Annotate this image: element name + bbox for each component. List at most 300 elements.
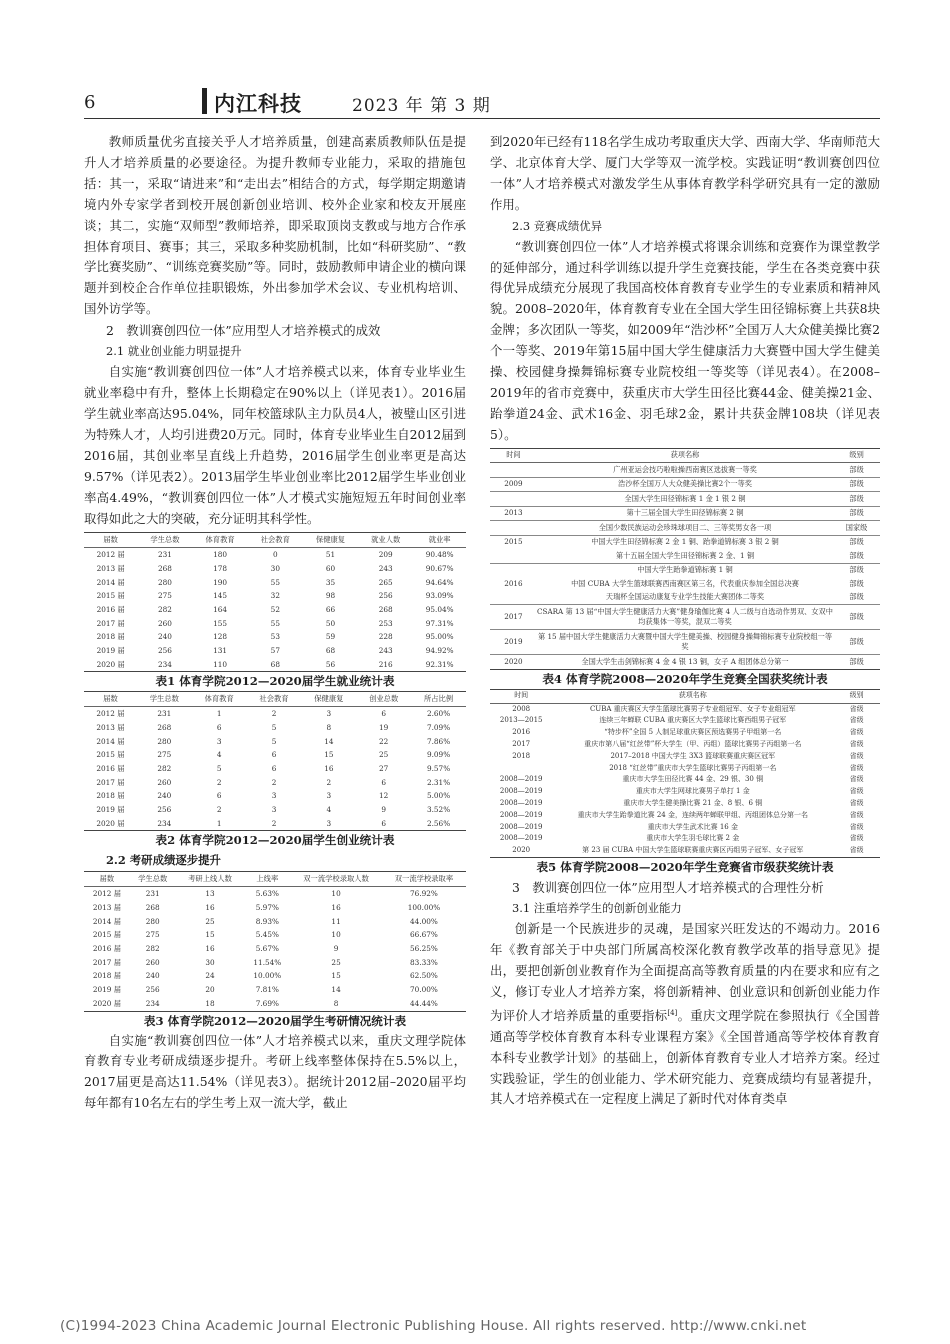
table-header-cell: 社会教育 — [259, 694, 289, 704]
table-cell: 275 — [145, 930, 160, 940]
table-cell: 5 — [271, 722, 277, 732]
table-row — [84, 887, 466, 901]
table-cell: 83.33% — [410, 957, 438, 967]
table-row — [490, 463, 880, 478]
table-cell: 110 — [213, 659, 228, 669]
table-cell: 3 — [326, 818, 332, 828]
table-cell: 2020 — [512, 846, 531, 855]
table-cell: 5.63% — [255, 889, 279, 899]
table-cell: 天瑞杯全国运动康复专业学生技能大赛团体二等奖 — [605, 592, 765, 602]
table-row — [84, 589, 466, 603]
table-cell: 66 — [325, 604, 336, 614]
table-cell: 11.54% — [253, 957, 282, 967]
table-cell: 10.00% — [253, 971, 282, 981]
table-cell: 180 — [213, 550, 228, 560]
table-cell: 3 — [271, 805, 277, 815]
table-cell: 93.09% — [425, 591, 454, 601]
table-cell: 全国少数民族运动会珍珠球项目二、三等奖男女各一项 — [537, 521, 833, 536]
table-cell: 155 — [213, 618, 228, 628]
table-cell: 2019 届 — [92, 985, 121, 995]
table-cell: 260 — [157, 618, 172, 628]
table-cell: 282 — [157, 763, 172, 773]
left-column — [84, 132, 466, 1114]
table-row — [490, 605, 880, 630]
table-caption: 表5 体育学院2008—2020年学生竞赛省市级获奖统计表 — [536, 860, 834, 875]
table-header-cell: 级别 — [849, 691, 864, 700]
table-cell: 3 — [271, 791, 277, 801]
table-cell: 第十五届全国大学生田径锦标赛 2 金、1 铜 — [615, 550, 755, 560]
table-cell: 省级 — [849, 799, 864, 808]
table-postgraduate — [84, 871, 466, 1011]
table-provincial-awards — [490, 689, 880, 858]
table-cell: 2013 届 — [96, 563, 125, 573]
table-cell: 16 — [205, 943, 215, 953]
table-cell: 22 — [379, 736, 389, 746]
table-row — [84, 707, 466, 721]
table-cell: 62.50% — [410, 971, 438, 981]
table-cell: 广州亚运会技巧啦啦操西南赛区选拔赛一等奖 — [613, 464, 757, 474]
table-cell: 24 — [205, 971, 215, 981]
table-cell: 省级 — [849, 716, 864, 725]
table-cell: 8.93% — [255, 916, 279, 926]
table-row — [490, 506, 880, 521]
table-cell: 280 — [157, 577, 172, 587]
table-cell: 2017 — [490, 605, 537, 630]
table-cell: 14 — [331, 985, 341, 995]
table-row — [490, 549, 880, 563]
table-cell: 全国大学生田径锦标赛 1 金 1 银 2 铜 — [537, 492, 833, 507]
table-cell: 部级 — [833, 630, 880, 655]
table-cell: 7.09% — [426, 722, 451, 732]
table-cell: 重庆市大学生羽毛球比赛 2 金 — [646, 834, 740, 843]
table-cell: 9 — [381, 805, 386, 815]
issue-label: 2023 年 第 3 期 — [352, 96, 491, 116]
table-cell: 2 — [271, 777, 277, 787]
page-number: 6 — [84, 92, 96, 113]
table-cell: 260 — [145, 957, 160, 967]
table-row — [490, 492, 880, 507]
table-cell: 275 — [157, 591, 172, 601]
table-cell: 6 — [381, 709, 386, 719]
table-cell: 27 — [379, 763, 389, 773]
table-cell: 2013 届 — [92, 902, 121, 912]
table-header-cell: 学生总数 — [138, 874, 168, 884]
copyright-footer: (C)1994-2023 China Academic Journal Electronic Publishing House. All rights reserved. http://www.cnki.net — [60, 1318, 807, 1334]
table-cell: 2019 — [490, 630, 537, 655]
table-caption: 表4 体育学院2008—2020年学生竞赛全国获奖统计表 — [542, 671, 828, 686]
table-cell: 2 — [271, 818, 277, 828]
table-cell: 234 — [145, 998, 160, 1008]
table-cell: 2017 届 — [92, 957, 121, 967]
table-cell: 2018 — [512, 751, 531, 760]
table-cell: “特步杯”全国 5 人制足球重庆赛区预选赛男子甲组第一名 — [604, 728, 782, 737]
table-cell: 66.67% — [410, 930, 438, 940]
table-cell: 2014 届 — [92, 916, 121, 926]
table-cell: 部级 — [849, 592, 864, 602]
table-cell: 25 — [379, 750, 389, 760]
table-cell: 243 — [378, 646, 393, 656]
table-cell: 2 — [326, 777, 332, 787]
table-cell: 94.64% — [425, 577, 454, 587]
table-cell: 55 — [270, 618, 280, 628]
table-cell: 256 — [145, 985, 160, 995]
table-row — [84, 915, 466, 929]
table-cell: 282 — [145, 943, 160, 953]
table-row — [84, 658, 466, 672]
header-divider — [202, 88, 207, 114]
table-cell: 231 — [145, 889, 160, 899]
table-cell: 98 — [325, 591, 336, 601]
table-cell: 部级 — [849, 550, 864, 560]
table-cell: 15 — [324, 750, 334, 760]
table-cell: 228 — [378, 632, 393, 642]
table-cell: 2020 届 — [96, 659, 125, 669]
table-header-cell: 时间 — [514, 691, 529, 700]
table-cell: 5.97% — [255, 902, 279, 912]
table-cell: 重庆市大学生跆拳道比赛 24 金，连续两年蝉联甲组、丙组团体总分第一名 — [577, 810, 808, 819]
table-header-cell: 保健康复 — [314, 694, 344, 704]
table-row — [84, 803, 466, 817]
table-cell: 128 — [213, 632, 228, 642]
table-row — [84, 576, 466, 590]
table-cell — [490, 563, 537, 577]
table-cell: 50 — [325, 618, 336, 628]
table-cell — [490, 492, 537, 507]
table-row — [84, 942, 466, 956]
table-row — [490, 577, 880, 591]
table-cell: 53 — [270, 632, 280, 642]
table-cell: 268 — [157, 722, 172, 732]
journal-logo: 内江科技 — [214, 91, 302, 116]
table-row — [84, 956, 466, 970]
table-cell: 第十三届全国大学生田径锦标赛 2 铜 — [537, 506, 833, 521]
table-header-cell: 级别 — [849, 450, 864, 460]
table-cell — [490, 521, 537, 536]
paragraph: 自实施“教训赛创四位一体”人才培养模式以来，体育专业毕业生就业率稳中有升，整体上长期稳定在90%以上（详见表1）。2016届学生就业率高达95.04%，同年校篮球队主力队员4人，被璧山区引进为特殊人才，人均引进费20万元。同时，体育专业毕业生自2012届到2016届，其创业率呈直线上升趋势，2016届学生创业率更是高达9.57%（详见表2）。2013届学生毕业创业率比2012届学生毕业创业率高4.49%，“教训赛创四位一体”人才模式实施短短五年时间创业率取得如此之大的突破，充分证明其科学性。 — [84, 364, 466, 526]
table-cell: 56.25% — [410, 943, 438, 953]
table-header-cell: 届数 — [103, 535, 118, 545]
table-cell: 5 — [216, 763, 222, 773]
table-cell: 2017 届 — [96, 618, 125, 628]
table-cell: 2018 届 — [96, 791, 125, 801]
table-cell: 2008—2019 — [499, 787, 543, 796]
table-cell: 省级 — [849, 763, 864, 772]
table-cell: 2016 — [512, 728, 531, 737]
table-row — [84, 548, 466, 562]
table-header-cell: 时间 — [506, 450, 521, 460]
table-caption: 表2 体育学院2012—2020届学生创业统计表 — [155, 833, 395, 848]
table-cell: 8 — [333, 998, 339, 1008]
table-cell: 231 — [157, 709, 172, 719]
table-cell — [490, 591, 537, 605]
table-cell: 243 — [378, 563, 393, 573]
paragraph — [490, 919, 880, 1110]
table-cell: 209 — [378, 550, 393, 560]
table-cell: 256 — [157, 646, 172, 656]
table-cell: 5 — [271, 736, 277, 746]
table-cell: 68 — [270, 659, 280, 669]
table-cell: 部级 — [849, 578, 864, 588]
table-cell: 6 — [381, 818, 386, 828]
table-cell: 30 — [270, 563, 280, 573]
table-cell: 15 — [205, 930, 215, 940]
table-cell: 4 — [326, 805, 332, 815]
table-row — [490, 786, 880, 798]
table-cell: 240 — [157, 791, 172, 801]
table-row — [84, 776, 466, 790]
table-cell: 省级 — [849, 704, 864, 713]
table-cell: 240 — [157, 632, 172, 642]
table-cell: 30 — [205, 957, 215, 967]
table-cell: CUBA 重庆赛区大学生篮球比赛男子专业组冠军、女子专业组冠军 — [589, 704, 796, 713]
table-cell: 省级 — [849, 740, 864, 749]
table-cell: 12 — [379, 791, 389, 801]
table-cell: 2014 届 — [96, 736, 125, 746]
table-cell: 5.00% — [426, 791, 451, 801]
table-row — [490, 774, 880, 786]
table-cell: 234 — [157, 659, 172, 669]
table-cell: 55 — [270, 577, 280, 587]
table-header-cell: 双一流学校录取率 — [394, 874, 454, 884]
table-cell: 2012 届 — [96, 550, 125, 560]
table-cell: 重庆市大学生田径比赛 44 金、29 银、30 铜 — [622, 775, 764, 784]
table-cell: 2013 — [490, 506, 537, 521]
table-cell: 25 — [331, 957, 341, 967]
table-cell: 20 — [205, 985, 215, 995]
table-cell: 7.81% — [255, 985, 279, 995]
table-cell: 282 — [157, 604, 172, 614]
page-header — [84, 88, 874, 118]
table-row — [490, 833, 880, 845]
table-cell: 59 — [325, 632, 336, 642]
table-row — [490, 763, 880, 775]
table-cell: 省级 — [849, 822, 864, 831]
table-cell: 3 — [326, 709, 332, 719]
subsection-heading: 2.2 考研成绩逐步提升 — [106, 853, 221, 868]
right-column — [490, 132, 880, 1110]
paragraph-text: 。重庆文理学院在参照执行《全国普通高等学校体育教育本科专业课程方案》《全国普通高等学校体育教育本科专业教学计划》的基础上，创新体育教育专业人才培养方案。经过实践验证，学生的创业能力、学术研究能力、竞赛成绩均有显著提升，其人才培养模式在一定程度上满足了新时代对体育类卓 — [490, 1007, 881, 1107]
table-row — [84, 928, 466, 942]
table-cell: 268 — [145, 902, 160, 912]
table-cell: 5.67% — [255, 943, 279, 953]
table-cell: 2009 — [490, 477, 537, 492]
table-cell: 2.56% — [426, 818, 451, 828]
table-cell: 2008—2019 — [499, 810, 543, 819]
table-entrepreneurship — [84, 691, 466, 831]
header-rule — [84, 118, 880, 119]
paragraph: “教训赛创四位一体”人才培养模式将课余训练和竞赛作为课堂教学的延伸部分，通过科学训练以提升学生竞赛技能，学生在各类竞赛中获得优异成绩充分展现了我国高校体育教育专业学生的专业素质和精神风貌。2008–2020年，体育教育专业在全国大学生田径锦标赛上共获8块金牌；多次团队一等奖，如2009年“浩沙杯”全国万人大众健美操比赛2个一等奖、2019年第15届中国大学生健康活力大赛暨中国大学生健美操、校园健身操舞锦标赛专业院校组一等奖等（详见表4）。在2008–2019年的省市竞赛中，获重庆市大学生田径比赛44金、健美操21金、跆拳道24金、武术16金、羽毛球2金，累计共获金牌108块（详见表5）。 — [490, 238, 880, 442]
table-cell: 68 — [325, 646, 336, 656]
table-cell: 2018 届 — [92, 971, 121, 981]
table-cell: 51 — [325, 550, 336, 560]
table-cell: 省级 — [849, 846, 864, 855]
table-row — [490, 715, 880, 727]
citation-ref: [4] — [667, 1008, 678, 1017]
table-row — [84, 630, 466, 644]
table-cell: 265 — [378, 577, 393, 587]
table-cell: 2 — [216, 805, 222, 815]
table-cell: 2.60% — [426, 709, 451, 719]
table-cell: 省级 — [849, 775, 864, 784]
table-cell: 省级 — [849, 834, 864, 843]
table-cell: 2020 届 — [92, 998, 121, 1008]
table-cell: 4 — [216, 750, 222, 760]
table-cell: 256 — [157, 805, 172, 815]
table-cell: 92.31% — [425, 659, 454, 669]
table-cell: 2018 “红丝带”重庆市大学生篮球比赛男子丙组第一名 — [609, 763, 777, 772]
table-cell: 14 — [324, 736, 334, 746]
table-row — [490, 727, 880, 739]
table-cell: 2012 届 — [96, 709, 125, 719]
table-row — [490, 703, 880, 715]
table-row — [84, 997, 466, 1011]
table-row — [84, 617, 466, 631]
table-cell: 2019 届 — [96, 646, 125, 656]
table-cell: 重庆市大学生健美操比赛 21 金、8 银、6 铜 — [623, 799, 763, 808]
table-cell: 260 — [157, 777, 172, 787]
table-cell: 2008—2019 — [499, 775, 543, 784]
section-heading: 3 教训赛创四位一体”应用型人才培养模式的合理性分析 — [512, 880, 824, 896]
table-cell: 2015 届 — [96, 750, 125, 760]
table-cell: 部级 — [833, 563, 880, 577]
table-cell: 44.44% — [410, 998, 438, 1008]
table-cell: 2013 届 — [96, 722, 125, 732]
table-header-cell: 创业总数 — [369, 694, 399, 704]
table-cell: CSARA 第 13 届“中国大学生健康活力大赛”健身瑜伽比赛 4 人二级与自选动作男双、女双中均获集体一等奖，混双二等奖 — [537, 605, 833, 630]
table-cell: 164 — [213, 604, 228, 614]
table-row — [84, 789, 466, 803]
table-header-cell: 就业率 — [428, 535, 451, 545]
table-header-cell: 社会教育 — [260, 535, 290, 545]
table-row — [84, 762, 466, 776]
table-cell: 90.67% — [425, 563, 454, 573]
table-cell: 部级 — [833, 506, 880, 521]
table-cell: 6 — [216, 722, 222, 732]
table-cell: 7.86% — [426, 736, 451, 746]
table-header-cell: 体育教育 — [205, 535, 235, 545]
table-cell: 部级 — [833, 605, 880, 630]
table-row — [84, 603, 466, 617]
table-cell: 2008 — [512, 704, 531, 713]
table-cell: 94.92% — [425, 646, 454, 656]
table-cell: 95.04% — [425, 604, 454, 614]
table-cell: 70.00% — [410, 985, 438, 995]
table-cell: 中国 CUBA 大学生篮球联赛西南赛区第三名，代表重庆参加全国总决赛 — [571, 578, 799, 588]
table-cell: 中国大学生跆拳道锦标赛 1 铜 — [537, 563, 833, 577]
table-cell: 10 — [331, 889, 341, 899]
paragraph: 自实施“教训赛创四位一体”人才培养模式以来，重庆文理学院体育教育专业考研成绩逐步提升。考研上线率整体保持在5.5%以上，2017届更是高达11.54%（详见表3）。据统计2012届–2020届平均每年都有10名左右的学生考上双一流大学，截止 — [84, 1032, 466, 1111]
table-cell: 3.52% — [426, 805, 451, 815]
table-row — [490, 822, 880, 834]
table-cell: 240 — [145, 971, 160, 981]
table-cell: 280 — [157, 736, 172, 746]
table-header-cell: 就业人数 — [371, 535, 401, 545]
table-row — [490, 563, 880, 577]
table-header-cell: 上线率 — [256, 874, 279, 884]
table-cell: 2020 届 — [96, 818, 125, 828]
table-cell: 2015 届 — [96, 591, 125, 601]
table-caption: 表3 体育学院2012—2020届学生考研情况统计表 — [143, 1013, 407, 1028]
table-row — [490, 591, 880, 605]
table-cell: 234 — [157, 818, 172, 828]
table-cell: 2014 届 — [96, 577, 125, 587]
table-cell: 95.00% — [425, 632, 454, 642]
table-cell: 16 — [324, 763, 334, 773]
table-row — [490, 798, 880, 810]
table-cell: 268 — [378, 604, 393, 614]
table-row — [84, 644, 466, 658]
table-cell: 2017 届 — [96, 777, 125, 787]
table-header-cell: 体育教育 — [204, 694, 234, 704]
table-header-cell: 学生总数 — [149, 694, 179, 704]
table-header-cell: 所占比例 — [423, 694, 454, 704]
table-cell: 2017 — [512, 740, 531, 749]
table-cell: 100.00% — [407, 902, 441, 912]
table-cell: 2016 届 — [96, 604, 125, 614]
table-national-awards — [490, 448, 880, 670]
table-cell: 19 — [379, 722, 389, 732]
table-cell: 2012 届 — [92, 889, 121, 899]
table-cell: 10 — [331, 930, 341, 940]
table-cell: 97.31% — [425, 618, 454, 628]
table-row — [490, 630, 880, 655]
table-caption: 表1 体育学院2012—2020届学生就业统计表 — [155, 674, 395, 689]
table-cell: 省级 — [849, 728, 864, 737]
table-cell: 2016 — [504, 578, 523, 588]
table-cell: 0 — [272, 550, 278, 560]
table-header-cell: 届数 — [103, 694, 118, 704]
table-cell: 部级 — [849, 464, 864, 474]
table-cell: 省级 — [849, 810, 864, 819]
table-cell: 178 — [213, 563, 228, 573]
table-row — [84, 817, 466, 831]
table-cell: 56 — [325, 659, 336, 669]
table-cell: 3 — [326, 791, 332, 801]
table-cell: 1 — [216, 709, 222, 719]
table-cell — [490, 549, 537, 563]
table-cell: 第 23 届 CUBA 中国大学生篮球联赛重庆赛区丙组男子冠军、女子冠军 — [582, 846, 804, 855]
table-cell: 11 — [331, 916, 341, 926]
table-cell: 2 — [216, 777, 222, 787]
table-cell: 2016 届 — [96, 763, 125, 773]
table-cell: 7.69% — [255, 998, 279, 1008]
table-cell: 9.09% — [426, 750, 451, 760]
table-row — [490, 521, 880, 536]
table-cell: 16 — [331, 902, 341, 912]
table-cell: 6 — [271, 750, 277, 760]
table-cell: 190 — [213, 577, 228, 587]
subsection-heading: 2.3 竞赛成绩优异 — [512, 218, 603, 233]
table-cell: 2013—2015 — [499, 716, 543, 725]
table-cell: 2008—2019 — [499, 822, 543, 831]
table-row — [84, 983, 466, 997]
table-cell: 浩沙杯全国万人大众健美操比赛2个一等奖 — [537, 477, 833, 492]
table-cell: 32 — [270, 591, 280, 601]
subsection-heading: 2.1 就业创业能力明显提升 — [106, 344, 242, 359]
table-header-cell: 届数 — [99, 874, 115, 884]
table-cell: 9.57% — [426, 763, 451, 773]
table-cell: 6 — [381, 777, 386, 787]
table-cell: 2015 — [490, 535, 537, 549]
table-row — [84, 562, 466, 576]
table-cell: 中国大学生田径锦标赛 2 金 1 铜、跆拳道锦标赛 3 银 2 铜 — [537, 535, 833, 549]
table-cell: 231 — [157, 550, 172, 560]
table-row — [84, 721, 466, 735]
table-row — [490, 477, 880, 492]
table-row — [490, 845, 880, 857]
table-cell: 2.31% — [426, 777, 451, 787]
table-cell: 重庆市大学生网球比赛男子单打 1 金 — [635, 787, 750, 796]
